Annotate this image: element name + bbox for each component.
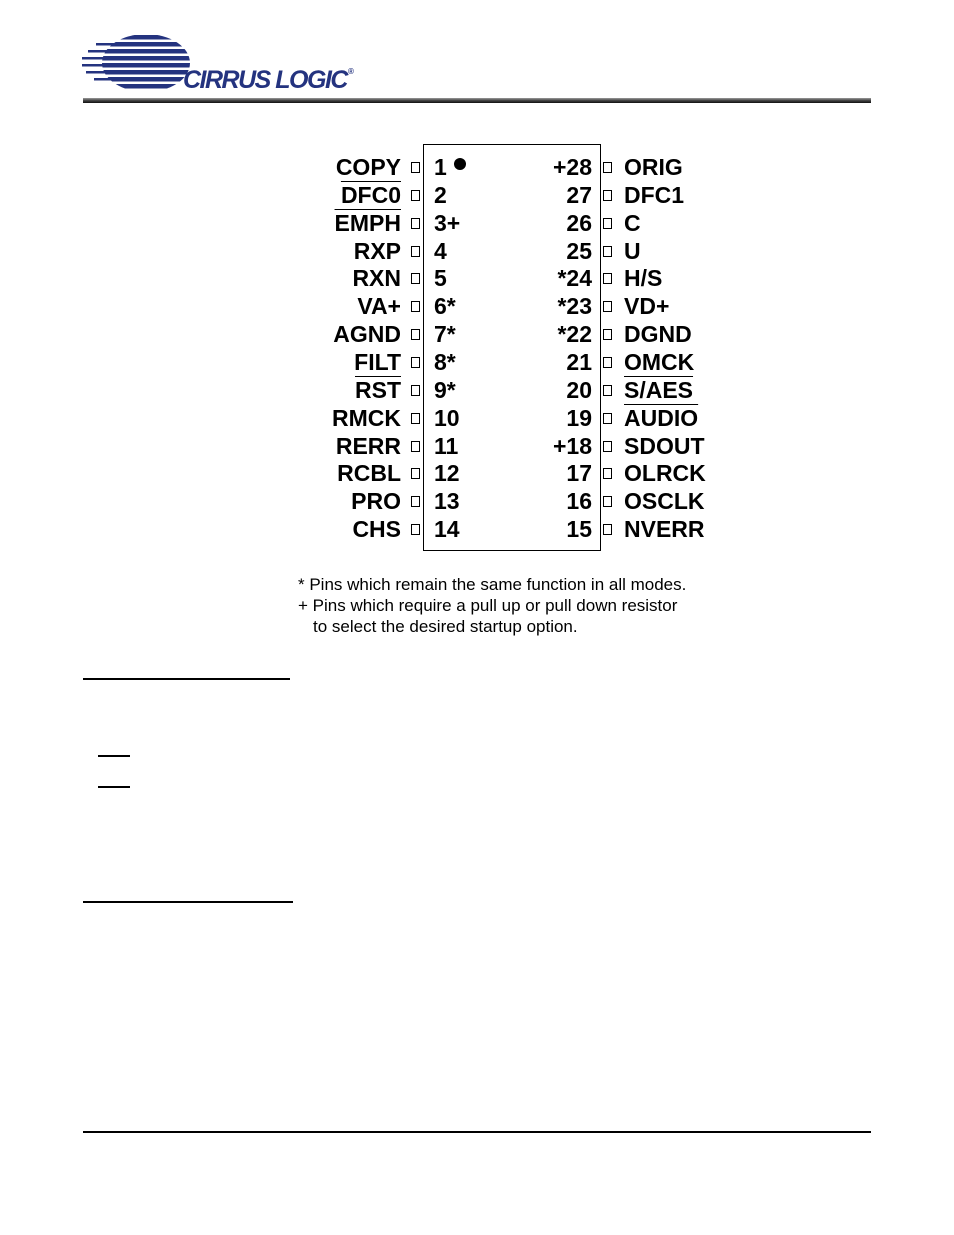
- pin-number: 1: [434, 154, 447, 180]
- pin-lead: [603, 190, 612, 201]
- pin-label-dfc0: DFC0: [340, 181, 401, 208]
- pin1-indicator: [454, 158, 466, 170]
- pin-lead: [411, 496, 420, 507]
- pin-lead: [603, 329, 612, 340]
- pin-number: 25: [566, 237, 592, 264]
- pin-number: 13: [434, 488, 460, 515]
- pin-number: 9*: [434, 376, 456, 403]
- pin-lead: [603, 246, 612, 257]
- pin-label-nverr: NVERR: [624, 516, 705, 543]
- short-rule-1: [98, 755, 130, 757]
- pin-lead: [411, 441, 420, 452]
- pin-number: 19: [566, 404, 592, 431]
- pin-number: 4: [434, 237, 447, 264]
- pin-lead: [603, 273, 612, 284]
- pin-label-u: U: [624, 237, 641, 264]
- pin-lead: [603, 357, 612, 368]
- pin-label-audio: AUDIO: [624, 404, 699, 431]
- short-rule-2: [98, 786, 130, 788]
- pin-label-sdout: SDOUT: [624, 432, 705, 459]
- pin-label-olrck: OLRCK: [624, 460, 706, 487]
- pin-label-chs: CHS: [352, 516, 401, 543]
- pin-label-rxp: RXP: [353, 237, 401, 264]
- pinout-diagram: [0, 0, 954, 560]
- pin-number: 26: [566, 209, 592, 236]
- pin-number: 20: [566, 376, 592, 403]
- pin-lead: [411, 273, 420, 284]
- note-line-1: * Pins which remain the same function in all modes.: [298, 575, 687, 594]
- pin-label-rxn: RXN: [352, 265, 401, 292]
- note-line-3: to select the desired startup option.: [313, 617, 578, 636]
- pin-lead: [411, 162, 420, 173]
- pin-number: *23: [557, 293, 592, 320]
- pin-number: 12: [434, 460, 460, 487]
- pin-lead: [603, 468, 612, 479]
- pin-lead: [603, 218, 612, 229]
- pin-label-rcbl: RCBL: [337, 460, 401, 487]
- pin-lead: [411, 301, 420, 312]
- pin-lead: [603, 162, 612, 173]
- footer-divider: [83, 1131, 871, 1133]
- pin-label-dgnd: DGND: [624, 321, 692, 348]
- pin-number: 21: [566, 348, 592, 375]
- section-rule-1: [83, 678, 290, 680]
- pin-number: 5: [434, 265, 447, 292]
- pin-number: 27: [566, 181, 592, 208]
- pin-label-emph: EMPH: [334, 209, 401, 236]
- pin-lead: [411, 218, 420, 229]
- pin-label-orig: ORIG: [624, 154, 683, 180]
- pin-lead: [411, 524, 420, 535]
- pin-label-h-s: H/S: [624, 265, 663, 292]
- pin-number: 2: [434, 181, 447, 208]
- pin-label-rerr: RERR: [335, 432, 401, 459]
- brand-text: CIRRUS LOGIC: [183, 66, 347, 94]
- registered-mark: ®: [347, 67, 354, 76]
- pin-number: 17: [566, 460, 592, 487]
- pin-number: +18: [552, 432, 592, 459]
- pin-lead: [603, 413, 612, 424]
- pin-number: 3+: [434, 209, 461, 236]
- pin-number: 10: [434, 404, 460, 431]
- note-line-2: + Pins which require a pull up or pull down resistor: [298, 596, 678, 615]
- pin-number: 15: [566, 516, 592, 543]
- pin-lead: [411, 413, 420, 424]
- pin-number: +28: [552, 154, 592, 180]
- pin-number: 14: [434, 516, 460, 543]
- pin-lead: [411, 385, 420, 396]
- section-rule-2: [83, 901, 293, 903]
- pin-number: *24: [557, 265, 592, 292]
- pin-lead: [411, 246, 420, 257]
- pin-label-vd-: VD+: [624, 293, 670, 320]
- pin-number: 16: [566, 488, 592, 515]
- pin-lead: [411, 190, 420, 201]
- pin-number: 8*: [434, 348, 456, 375]
- pin-lead: [411, 468, 420, 479]
- pin-label-pro: PRO: [351, 488, 401, 515]
- pin-lead: [603, 524, 612, 535]
- pin-number: *22: [557, 321, 592, 348]
- pin-lead: [603, 441, 612, 452]
- pin-label-rst: $\overline{RST}$: [355, 376, 401, 403]
- pin-label-s-aes: S/AES: [624, 376, 694, 403]
- pin-label-copy: COPY: [335, 154, 401, 180]
- pin-label-rmck: RMCK: [332, 404, 401, 431]
- pin-label-filt: FILT: [354, 348, 401, 375]
- pin-label-c: C: [624, 209, 641, 236]
- pin-number: 7*: [434, 321, 456, 348]
- pin-lead: [603, 496, 612, 507]
- pin-lead: [411, 329, 420, 340]
- pin-label-va-: VA+: [357, 293, 401, 320]
- pin-lead: [411, 357, 420, 368]
- pin-label-agnd: AGND: [333, 321, 401, 348]
- pin-number: 6*: [434, 293, 456, 320]
- pin-label-osclk: OSCLK: [624, 488, 705, 515]
- pin-label-dfc1: DFC1: [624, 181, 685, 208]
- pin-number: 11: [434, 432, 459, 459]
- pin-lead: [603, 385, 612, 396]
- pin-lead: [603, 301, 612, 312]
- pin-label-omck: OMCK: [624, 348, 695, 375]
